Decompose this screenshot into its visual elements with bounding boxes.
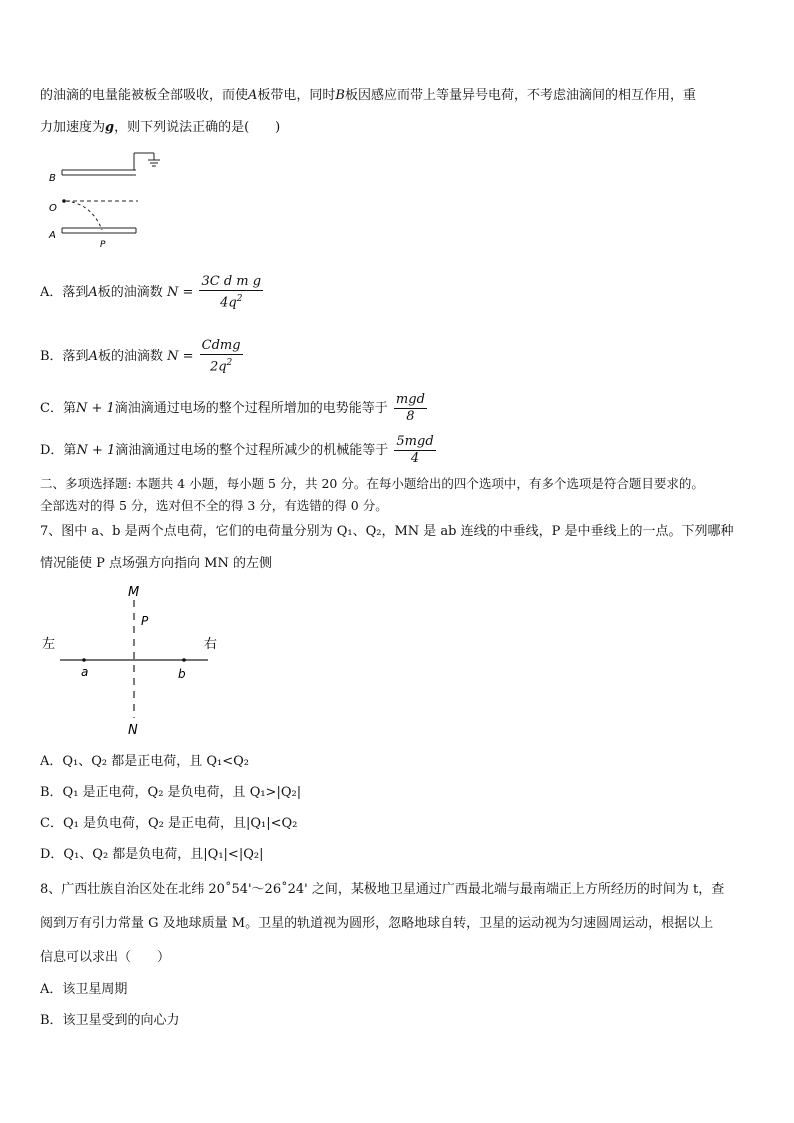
q7-option-c: C．Q₁ 是负电荷，Q₂ 是正电荷，且|Q₁|<Q₂ bbox=[40, 816, 298, 831]
label-M: M bbox=[128, 585, 140, 600]
text: 板带电，同时 bbox=[257, 88, 336, 103]
label-left: 左 bbox=[42, 637, 56, 652]
label-a: a bbox=[81, 665, 89, 679]
text: A．落到 bbox=[40, 285, 89, 301]
text-var-g: g bbox=[105, 120, 115, 135]
expression: N + 1 bbox=[75, 401, 115, 416]
label-b: b bbox=[178, 667, 186, 681]
fraction bbox=[199, 274, 263, 311]
text-var-B: B bbox=[335, 88, 345, 103]
fraction-numerator: 3C d m g bbox=[201, 274, 262, 289]
q7-stem-line2: 情况能使 P 点场强方向指向 MN 的左侧 bbox=[40, 556, 272, 571]
fraction-denominator: 8 bbox=[406, 409, 415, 424]
text: 滴油滴通过电场的整个过程所减少的机械能等于 bbox=[115, 443, 389, 458]
text: ，则下列说法正确的是( ) bbox=[114, 120, 281, 135]
trajectory-dashed bbox=[66, 201, 102, 230]
fraction bbox=[394, 434, 435, 467]
label-P: P bbox=[141, 614, 149, 628]
q8-option-a: A．该卫星周期 bbox=[40, 982, 128, 997]
charge-b-dot bbox=[182, 658, 186, 662]
section2-header-line2: 全部选对的得 5 分，选对但不全的得 3 分，有选错的得 0 分。 bbox=[40, 498, 388, 513]
fraction bbox=[200, 338, 243, 375]
fraction-denominator bbox=[199, 291, 263, 311]
label-O: O bbox=[49, 203, 57, 214]
q6-option-c bbox=[40, 392, 760, 425]
text: B．落到 bbox=[40, 349, 89, 365]
denominator-base: 4q bbox=[220, 295, 237, 311]
fraction bbox=[394, 392, 427, 425]
text-var-A: A bbox=[88, 285, 98, 301]
text: D．第 bbox=[40, 443, 77, 458]
text: 滴油滴通过电场的整个过程所增加的电势能等于 bbox=[114, 401, 388, 416]
label-A: A bbox=[49, 230, 56, 241]
q6-option-b bbox=[40, 338, 760, 375]
q6-capacitor-figure bbox=[44, 148, 174, 252]
equation-lhs: N = bbox=[167, 349, 194, 365]
q8-stem-line1: 8、广西壮族自治区处在北纬 20˚54'～26˚24' 之间，某极地卫星通过广西最北端与最南端正上方所经历的时间为 t，查 bbox=[40, 882, 725, 897]
q7-stem-line1: 7、图中 a、b 是两个点电荷，它们的电荷量分别为 Q₁、Q₂，MN 是 ab 连线的中垂线，P 是中垂线上的一点。下列哪种 bbox=[40, 524, 734, 539]
label-P: P bbox=[100, 240, 106, 250]
text: 板的油滴数 bbox=[97, 285, 163, 301]
section2-header-line1: 二、多项选择题: 本题共 4 小题，每小题 5 分，共 20 分。在每小题给出的四个选项中，有多个选项是符合题目要求的。 bbox=[40, 476, 704, 491]
fraction-denominator: 4 bbox=[410, 451, 420, 466]
q8-option-b: B．该卫星受到的向心力 bbox=[40, 1013, 180, 1028]
denominator-exponent: 2 bbox=[236, 294, 243, 304]
q8-stem-line3: 信息可以求出（ ） bbox=[40, 950, 171, 965]
charge-a-dot bbox=[82, 658, 86, 662]
q6-option-a bbox=[40, 274, 760, 311]
denominator-exponent: 2 bbox=[226, 358, 233, 368]
text: 的油滴的电量能被板全部吸收，而使 bbox=[40, 88, 249, 103]
fraction-denominator bbox=[200, 355, 243, 375]
fraction-numerator: mgd bbox=[395, 392, 425, 407]
text: 力加速度为 bbox=[40, 120, 106, 135]
text: 板的油滴数 bbox=[97, 349, 163, 365]
q6-option-d bbox=[40, 434, 760, 467]
denominator-base: 2q bbox=[209, 359, 227, 375]
q7-option-b: B．Q₁ 是正电荷，Q₂ 是负电荷，且 Q₁>|Q₂| bbox=[40, 785, 302, 800]
text: 板因感应而带上等量异号电荷，不考虑油滴间的相互作用，重 bbox=[344, 88, 696, 103]
label-B: B bbox=[49, 173, 56, 184]
q8-stem-line2: 阅到万有引力常量 G 及地球质量 M。卫星的轨道视为圆形，忽略地球自转，卫星的运动视为匀速圆周运动，根据以上 bbox=[40, 916, 714, 931]
q7-option-a: A．Q₁、Q₂ 都是正电荷，且 Q₁<Q₂ bbox=[40, 754, 250, 769]
fraction-numerator: 5mgd bbox=[396, 434, 434, 449]
text-var-A: A bbox=[248, 88, 258, 103]
expression: N + 1 bbox=[76, 443, 116, 458]
point-O-dot bbox=[62, 199, 66, 203]
label-N: N bbox=[128, 723, 138, 738]
text-var-A: A bbox=[88, 349, 98, 365]
q7-option-d: D．Q₁、Q₂ 都是负电荷，且|Q₁|<|Q₂| bbox=[40, 847, 264, 862]
q7-charges-figure bbox=[40, 580, 230, 740]
equation-lhs: N = bbox=[166, 285, 194, 301]
q6-stem-line1 bbox=[40, 84, 760, 103]
q6-stem-line2 bbox=[40, 116, 760, 135]
fraction-numerator: Cdmg bbox=[201, 338, 241, 353]
text: C．第 bbox=[40, 401, 76, 416]
label-right: 右 bbox=[204, 637, 218, 652]
